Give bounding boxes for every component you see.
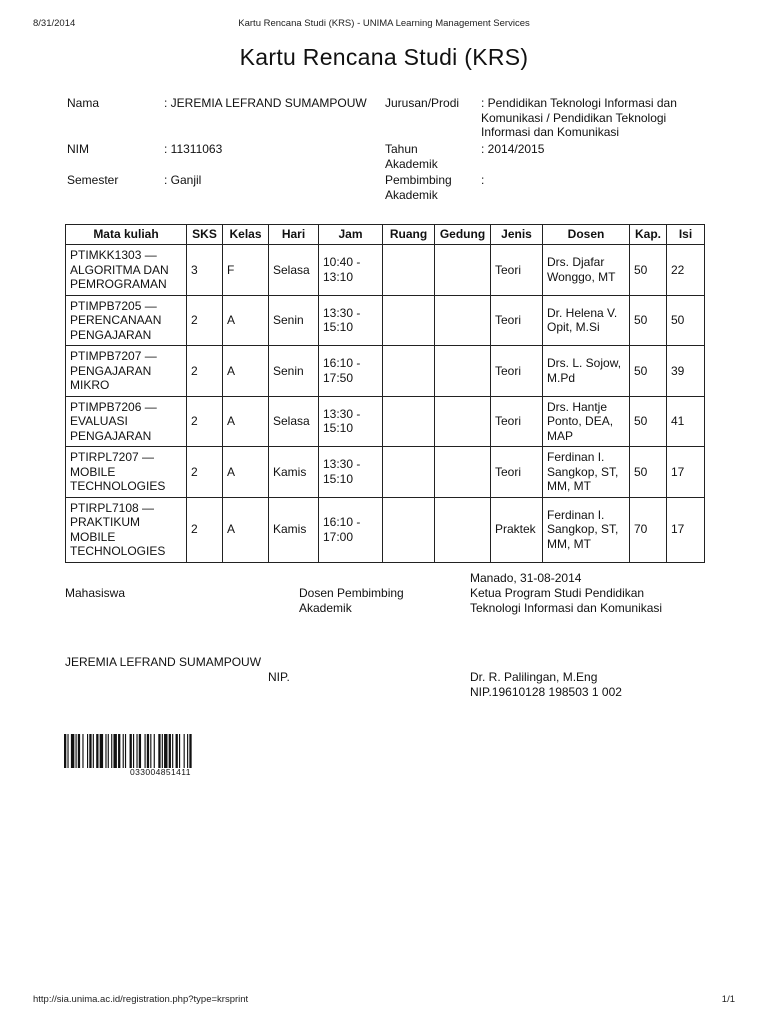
col-header-sks: SKS — [187, 225, 223, 245]
ruang-cell — [383, 396, 435, 447]
ruang-cell — [383, 497, 435, 562]
kap-cell: 50 — [630, 396, 667, 447]
sks-cell: 3 — [187, 245, 223, 296]
tahun-value: : 2014/2015 — [481, 142, 545, 156]
barcode-bar — [71, 734, 74, 768]
col-header-jenis: Jenis — [491, 225, 543, 245]
barcode-bar — [139, 734, 141, 768]
mata-kuliah-cell: PTIMPB7207 — PENGAJARAN MIKRO — [66, 346, 187, 397]
dosen-nip: NIP. — [268, 670, 290, 684]
jenis-cell: Praktek — [491, 497, 543, 562]
table-row — [66, 295, 705, 346]
table-row — [66, 497, 705, 562]
barcode-bar — [133, 734, 134, 768]
barcode-bar — [145, 734, 146, 768]
barcode-bar — [187, 734, 188, 768]
table-row — [66, 245, 705, 296]
barcode-bar — [164, 734, 167, 768]
col-header-ruang: Ruang — [383, 225, 435, 245]
sks-cell: 2 — [187, 497, 223, 562]
col-header-hari: Hari — [269, 225, 319, 245]
semester-value: : Ganjil — [164, 173, 202, 187]
table-row — [66, 447, 705, 498]
gedung-cell — [435, 295, 491, 346]
barcode-bar — [111, 734, 112, 768]
print-date: 8/31/2014 — [33, 18, 76, 29]
isi-cell: 50 — [667, 295, 705, 346]
sks-cell: 2 — [187, 396, 223, 447]
nama-label: Nama — [67, 96, 100, 110]
isi-cell: 39 — [667, 346, 705, 397]
barcode-bar — [179, 734, 180, 768]
table-header-row — [66, 225, 705, 245]
jam-cell: 13:30 - 15:10 — [319, 447, 383, 498]
barcode-bar — [78, 734, 80, 768]
semester-label: Semester — [67, 173, 119, 187]
ruang-cell — [383, 346, 435, 397]
col-header-isi: Isi — [667, 225, 705, 245]
col-header-jam: Jam — [319, 225, 383, 245]
jenis-cell: Teori — [491, 245, 543, 296]
mata-kuliah-cell: PTIMKK1303 — ALGORITMA DAN PEMROGRAMAN — [66, 245, 187, 296]
barcode-bar — [108, 734, 109, 768]
jam-cell: 13:30 - 15:10 — [319, 295, 383, 346]
isi-cell: 17 — [667, 447, 705, 498]
sks-cell: 2 — [187, 295, 223, 346]
jenis-cell: Teori — [491, 346, 543, 397]
ruang-cell — [383, 295, 435, 346]
isi-cell: 41 — [667, 396, 705, 447]
hari-cell: Selasa — [269, 396, 319, 447]
jam-cell: 16:10 - 17:50 — [319, 346, 383, 397]
barcode-bar — [118, 734, 120, 768]
col-header-kap: Kap. — [630, 225, 667, 245]
gedung-cell — [435, 245, 491, 296]
gedung-cell — [435, 447, 491, 498]
nim-label: NIM — [67, 142, 89, 156]
dosen-cell: Ferdinan I. Sangkop, ST, MM, MT — [543, 497, 630, 562]
barcode-bar — [169, 734, 171, 768]
tahun-label: Tahun Akademik — [385, 142, 438, 171]
kap-cell: 50 — [630, 447, 667, 498]
table-row — [66, 346, 705, 397]
ketua-name: Dr. R. Palilingan, M.Eng — [470, 670, 598, 684]
mahasiswa-label: Mahasiswa — [65, 586, 126, 600]
barcode-bar — [147, 734, 149, 768]
ruang-cell — [383, 447, 435, 498]
kap-cell: 70 — [630, 497, 667, 562]
barcode-bar — [125, 734, 126, 768]
ketua-label: Ketua Program Studi Pendidikan Teknologi Informasi dan Komunikasi — [470, 586, 663, 615]
barcode-bar — [158, 734, 160, 768]
col-header-mata-kuliah: Mata kuliah — [66, 225, 187, 245]
barcode-bar — [113, 734, 116, 768]
col-header-kelas: Kelas — [223, 225, 269, 245]
hari-cell: Kamis — [269, 447, 319, 498]
barcode-bar — [105, 734, 106, 768]
dosen-pembimbing-label: Dosen Pembimbing Akademik — [299, 586, 404, 615]
barcode-bar — [96, 734, 98, 768]
jenis-cell: Teori — [491, 447, 543, 498]
kelas-cell: A — [223, 396, 269, 447]
kelas-cell: F — [223, 245, 269, 296]
hari-cell: Selasa — [269, 245, 319, 296]
barcode-bar — [64, 734, 66, 768]
col-header-gedung: Gedung — [435, 225, 491, 245]
barcode-bar — [82, 734, 83, 768]
hari-cell: Senin — [269, 346, 319, 397]
document-title: Kartu Rencana Studi (KRS) — [239, 44, 529, 70]
kap-cell: 50 — [630, 245, 667, 296]
jam-cell: 13:30 - 15:10 — [319, 396, 383, 447]
kap-cell: 50 — [630, 346, 667, 397]
jenis-cell: Teori — [491, 396, 543, 447]
gedung-cell — [435, 497, 491, 562]
mata-kuliah-cell: PTIMPB7205 — PERENCANAAN PENGAJARAN — [66, 295, 187, 346]
barcode-bar — [87, 734, 88, 768]
barcode-bar — [162, 734, 163, 768]
barcode-bar — [130, 734, 132, 768]
gedung-cell — [435, 396, 491, 447]
jurusan-label: Jurusan/Prodi — [385, 96, 460, 110]
isi-cell: 22 — [667, 245, 705, 296]
kelas-cell: A — [223, 295, 269, 346]
krs-table — [65, 224, 705, 563]
print-page-number: 1/1 — [721, 994, 735, 1005]
jam-cell: 10:40 - 13:10 — [319, 245, 383, 296]
jenis-cell: Teori — [491, 295, 543, 346]
table-row — [66, 396, 705, 447]
kap-cell: 50 — [630, 295, 667, 346]
mata-kuliah-cell: PTIMPB7206 — EVALUASI PENGAJARAN — [66, 396, 187, 447]
barcode-bar — [176, 734, 178, 768]
barcode-bar — [123, 734, 124, 768]
mata-kuliah-cell: PTIRPL7108 — PRAKTIKUM MOBILE TECHNOLOGIES — [66, 497, 187, 562]
barcode-bar — [67, 734, 68, 768]
col-header-dosen: Dosen — [543, 225, 630, 245]
jurusan-value: : Pendidikan Teknologi Informasi dan Komunikasi / Pendidikan Teknologi Informasi dan Komunikasi — [481, 96, 677, 139]
barcode-bar — [136, 734, 137, 768]
dosen-cell: Drs. Hantje Ponto, DEA, MAP — [543, 396, 630, 447]
jam-cell: 16:10 - 17:00 — [319, 497, 383, 562]
print-page-title: Kartu Rencana Studi (KRS) - UNIMA Learning Management Services — [238, 18, 530, 29]
barcode-number: 033004851411 — [130, 767, 191, 777]
hari-cell: Kamis — [269, 497, 319, 562]
isi-cell: 17 — [667, 497, 705, 562]
print-url: http://sia.unima.ac.id/registration.php?type=krsprint — [33, 994, 249, 1005]
barcode-bar — [76, 734, 77, 768]
gedung-cell — [435, 346, 491, 397]
mahasiswa-name: JEREMIA LEFRAND SUMAMPOUW — [65, 655, 262, 669]
barcode-bar — [150, 734, 151, 768]
barcode-image — [64, 734, 234, 768]
hari-cell: Senin — [269, 295, 319, 346]
nim-value: : 11311063 — [164, 142, 223, 156]
kelas-cell: A — [223, 497, 269, 562]
nama-value: : JEREMIA LEFRAND SUMAMPOUW — [164, 96, 367, 110]
barcode-bar — [89, 734, 91, 768]
kelas-cell: A — [223, 447, 269, 498]
barcode-bar — [184, 734, 185, 768]
sks-cell: 2 — [187, 447, 223, 498]
barcode-bar — [100, 734, 103, 768]
barcode-bar — [172, 734, 173, 768]
barcode-bar — [154, 734, 155, 768]
ruang-cell — [383, 245, 435, 296]
dosen-cell: Ferdinan I. Sangkop, ST, MM, MT — [543, 447, 630, 498]
pembimbing-value: : — [481, 173, 485, 187]
sks-cell: 2 — [187, 346, 223, 397]
barcode-bar — [93, 734, 94, 768]
ketua-nip: NIP.19610128 198503 1 002 — [470, 685, 622, 699]
kelas-cell: A — [223, 346, 269, 397]
mata-kuliah-cell: PTIRPL7207 — MOBILE TECHNOLOGIES — [66, 447, 187, 498]
barcode-bar — [189, 734, 191, 768]
dosen-cell: Drs. L. Sojow, M.Pd — [543, 346, 630, 397]
place-date: Manado, 31-08-2014 — [470, 571, 582, 585]
dosen-cell: Drs. Djafar Wonggo, MT — [543, 245, 630, 296]
pembimbing-label: Pembimbing Akademik — [385, 173, 452, 202]
dosen-cell: Dr. Helena V. Opit, M.Si — [543, 295, 630, 346]
